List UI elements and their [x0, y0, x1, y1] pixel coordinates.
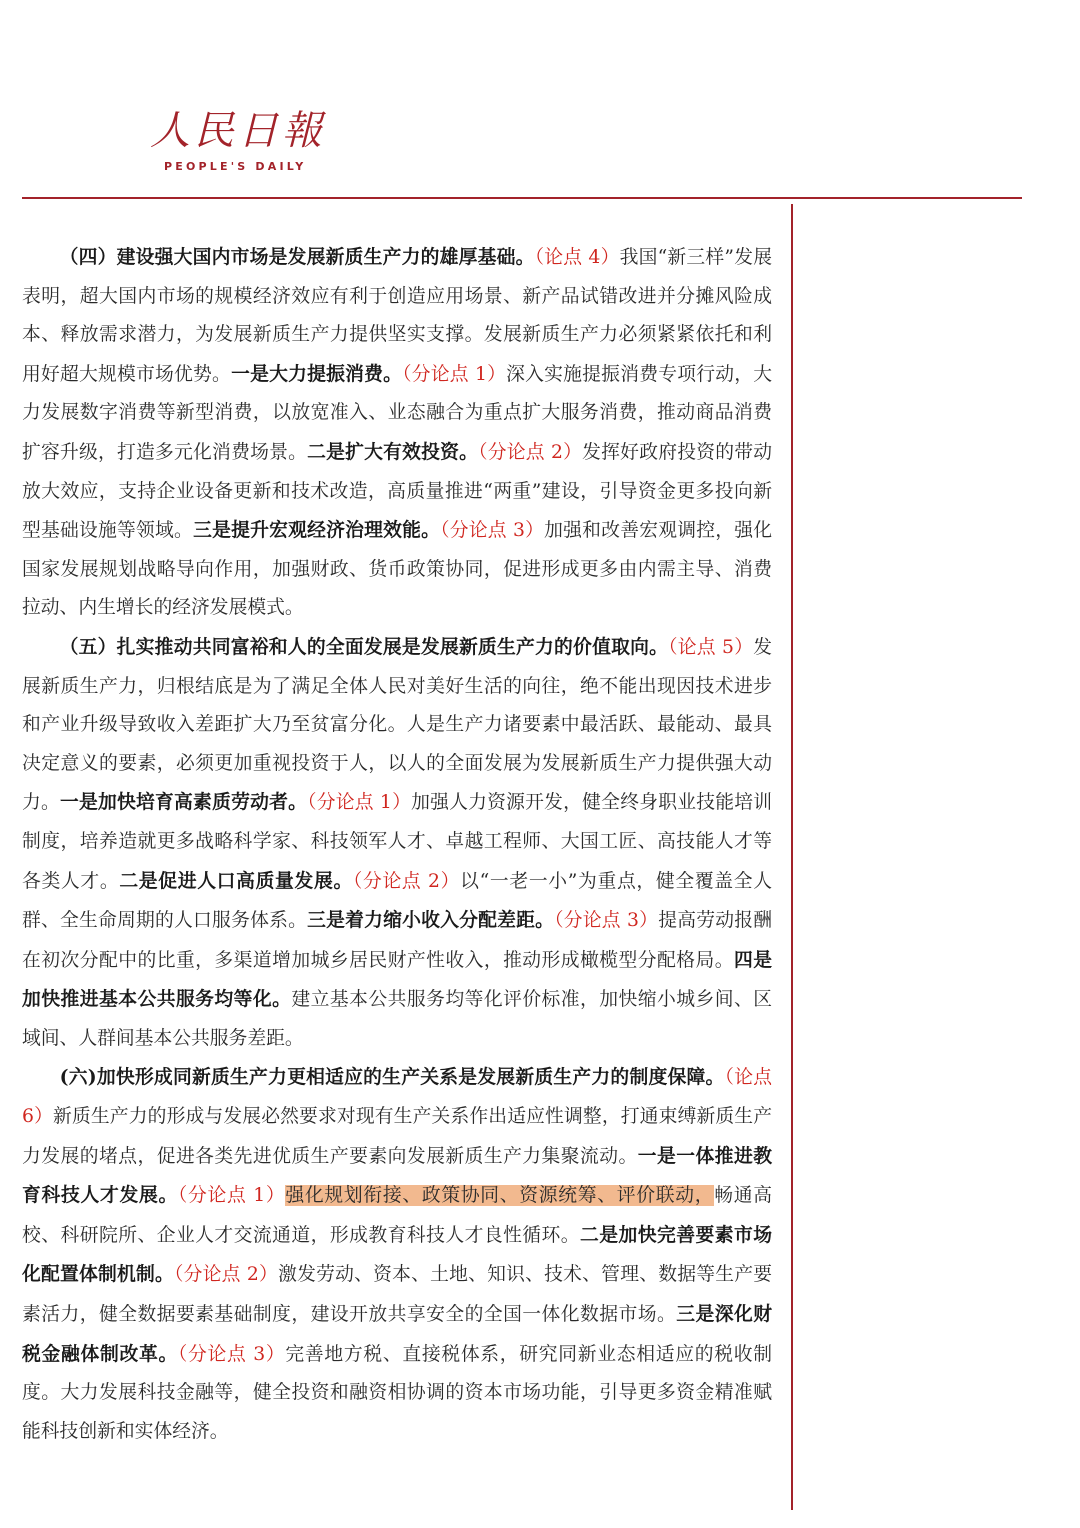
argument-label: （分论点 1）	[177, 1185, 286, 1207]
bold-heading-text: 四是加快推进基本公共服务均等化。	[22, 948, 773, 1011]
header-divider	[22, 197, 1022, 199]
body-text: 激发劳动、资本、土地、知识、技术、管理、数据等生产要素活力，健全数据要素基础制度，建设开放共享安全的全国一体化数据市场。	[22, 1264, 773, 1326]
bold-heading-text: 二是加快完善要素市场化配置体制机制。	[22, 1223, 773, 1286]
argument-label: （论点 4）	[534, 247, 620, 268]
argument-label: （分论点 3）	[440, 520, 545, 542]
argument-label: （分论点 3）	[554, 910, 659, 932]
bold-heading-text: 三是提升宏观经济治理效能。	[193, 519, 441, 542]
argument-label: （论点 6）	[22, 1067, 772, 1128]
bold-heading-text: 二是促进人口高质量发展。	[119, 869, 353, 892]
body-text: 以“一老一小”为重点，健全覆盖全人群、全生命周期的人口服务体系。	[22, 870, 773, 932]
bold-heading-text: （五）扎实推动共同富裕和人的全面发展是发展新质生产力的价值取向。	[59, 635, 669, 658]
logo-english-text: PEOPLE'S DAILY	[164, 160, 307, 173]
body-text: 发展新质生产力，归根结底是为了满足全体人民对美好生活的向往，绝不能出现因技术进步和产业升级导致收入差距扩大乃至贫富分化。人是生产力诸要素中最活跃、最能动、最具决定意义的要素，必须更加重视投资于人，以人的全面发展为发展新质生产力提供强大动力。	[22, 636, 773, 814]
argument-label: （分论点 3）	[177, 1343, 286, 1365]
bold-heading-text: 二是扩大有效投资。	[307, 440, 479, 463]
highlighted-text: 强化规划衔接、政策协同、资源统筹、评价联动，	[285, 1185, 715, 1207]
bold-heading-text: 三是深化财税金融体制改革。	[22, 1303, 773, 1365]
argument-label: （分论点 1）	[402, 363, 507, 385]
argument-label: （分论点 1）	[307, 792, 412, 814]
column-divider	[791, 204, 793, 1510]
section-6-paragraph	[22, 1058, 772, 1451]
body-text: 发挥好政府投资的带动放大效应，支持企业设备更新和技术改造，高质量推进“两重”建设，引导资金更多投向新型基础设施等领域。	[22, 441, 773, 542]
body-text: 建立基本公共服务均等化评价标准，加快缩小城乡间、区域间、人群间基本公共服务差距。	[22, 989, 773, 1049]
body-text: 加强人力资源开发，健全终身职业技能培训制度，培养造就更多战略科学家、科技领军人才、卓越工程师、大国工匠、高技能人才等各类人才。	[22, 792, 773, 892]
body-text: 畅通高校、科研院所、企业人才交流通道，形成教育科技人才良性循环。	[22, 1185, 773, 1246]
bold-heading-text: 三是着力缩小收入分配差距。	[307, 909, 555, 932]
bold-heading-text: （四）建设强大国内市场是发展新质生产力的雄厚基础。	[59, 246, 535, 268]
section-4-paragraph	[22, 238, 772, 628]
body-text: 新质生产力的形成与发展必然要求对现有生产关系作出适应性调整，打通束缚新质生产力发展的堵点，促进各类先进优质生产要素向发展新质生产力集聚流动。	[22, 1106, 773, 1167]
bold-heading-text: (六)加快形成同新质生产力更相适应的生产关系是发展新质生产力的制度保障。	[59, 1066, 725, 1089]
bold-heading-text: 一是大力提振消费。	[231, 362, 403, 385]
body-text: 我国“新三样”发展表明，超大国内市场的规模经济效应有利于创造应用场景、新产品试错改进并分摊风险成本、释放需求潜力，为发展新质生产力提供坚实支撑。发展新质生产力必须紧紧依托和利用好超大规模市场优势。	[22, 247, 773, 385]
body-text: 深入实施提振消费专项行动，大力发展数字消费等新型消费，以放宽准入、业态融合为重点扩大服务消费，推动商品消费扩容升级，打造多元化消费场景。	[22, 363, 773, 463]
argument-label: （分论点 2）	[174, 1264, 279, 1286]
body-text: 提高劳动报酬在初次分配中的比重，多渠道增加城乡居民财产性收入，推动形成橄榄型分配格局。	[22, 910, 773, 971]
argument-label: （论点 5）	[668, 636, 754, 658]
bold-heading-text: 一是加快培育高素质劳动者。	[60, 791, 308, 814]
article-body	[22, 238, 772, 1451]
peoples-daily-logo	[150, 108, 350, 173]
bold-heading-text: 一是一体推进教育科技人才发展。	[22, 1144, 773, 1207]
logo-chinese-text: 人民日報	[150, 108, 326, 154]
argument-label: （分论点 2）	[352, 870, 461, 892]
body-text: 加强和改善宏观调控，强化国家发展规划战略导向作用，加强财政、货币政策协同，促进形成更多由内需主导、消费拉动、内生增长的经济发展模式。	[22, 520, 773, 619]
section-5-paragraph	[22, 628, 772, 1059]
argument-label: （分论点 2）	[478, 441, 583, 463]
body-text: 完善地方税、直接税体系，研究同新业态相适应的税收制度。大力发展科技金融等，健全投资和融资相协调的资本市场功能，引导更多资金精准赋能科技创新和实体经济。	[22, 1343, 773, 1442]
